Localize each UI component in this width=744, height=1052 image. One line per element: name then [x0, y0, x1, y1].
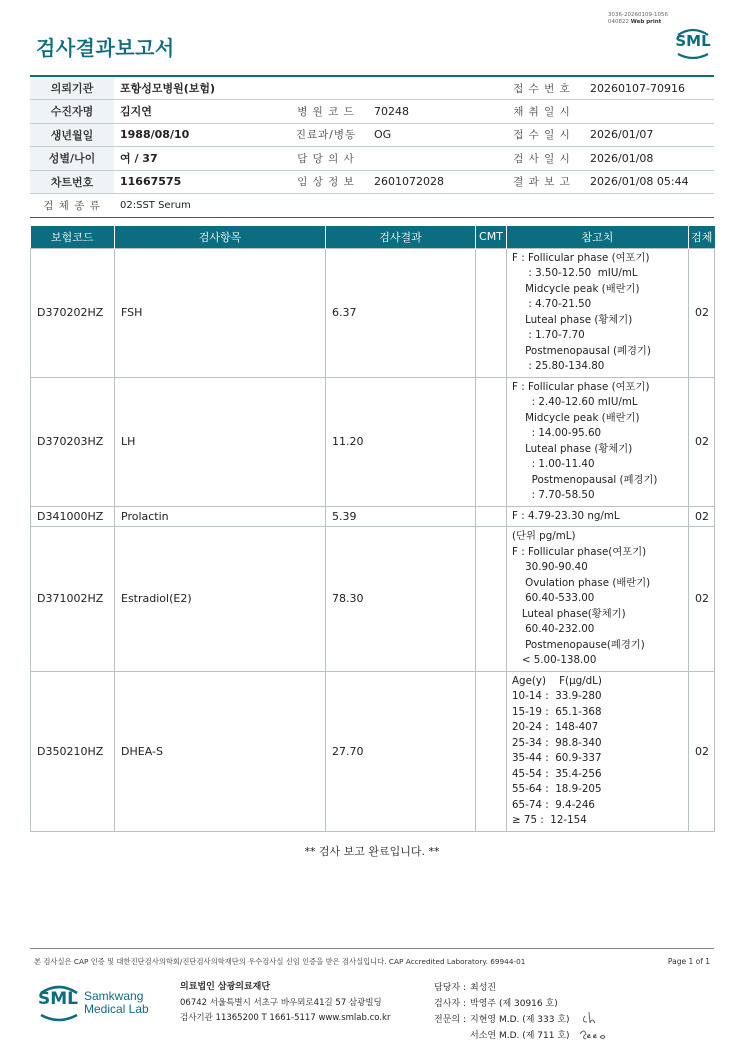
info-value: 2026/01/07	[584, 123, 714, 147]
result-row	[31, 671, 715, 831]
info-value: OG	[368, 123, 500, 147]
patient-info-row	[30, 76, 714, 100]
footer-divider	[30, 948, 714, 949]
staff-info	[428, 980, 570, 1044]
org-contact: 검사기관 11365200 T 1661-5117 www.smlab.co.kr	[180, 1013, 391, 1023]
info-label: 임 상 정 보	[284, 170, 368, 194]
sml-logo	[672, 26, 714, 62]
col-header-cmt: CMT	[476, 226, 507, 248]
document-code	[608, 12, 668, 26]
insurance-code: D341000HZ	[31, 506, 115, 527]
info-value: 70248	[368, 100, 500, 124]
test-result: 27.70	[326, 671, 476, 831]
document-code-line2: 040822 Web print	[608, 19, 662, 25]
col-header-result: 검사결과	[326, 226, 476, 248]
patient-info-row	[30, 100, 714, 124]
test-item: LH	[115, 377, 326, 506]
info-label: 차트번호	[30, 170, 114, 194]
info-label: 병 원 코 드	[284, 100, 368, 124]
staff-row: 검사자 : 박영주 (제 30916 호)	[434, 999, 558, 1009]
specimen-label: 검 체 종 류	[30, 194, 114, 218]
info-value: 포항성모병원(보험)	[114, 76, 284, 100]
info-value: 김지연	[114, 100, 284, 124]
brand-line1: Samkwang	[84, 989, 144, 1003]
organization-info	[180, 980, 390, 1027]
patient-info-table	[30, 75, 714, 218]
info-value: 1988/08/10	[114, 123, 284, 147]
reference-range: (단위 pg/mL) F : Follicular phase(여포기) 30.90-90.40 Ovulation phase (배란기) 60.40-533.00 Luteal phase(황체기) 60.40-232.00 Postmenopause(폐경기) < 5.00-138.00	[507, 527, 689, 672]
patient-info-row	[30, 147, 714, 171]
info-value	[368, 76, 500, 100]
test-item: DHEA-S	[115, 671, 326, 831]
certification-text: 본 검사실은 CAP 인증 및 대한진단검사의학회/진단검사의학재단의 우수검사실 신임 인증을 받은 검사실입니다. CAP Accredited Laboratory. 69944-01	[34, 957, 526, 966]
staff-row: 서소연 M.D. (제 711 호)	[470, 1031, 570, 1041]
specimen-code: 02	[689, 527, 715, 672]
insurance-code: D350210HZ	[31, 671, 115, 831]
info-label: 채 취 일 시	[500, 100, 584, 124]
specimen-value: 02:SST Serum	[114, 194, 714, 218]
info-label: 의뢰기관	[30, 76, 114, 100]
test-item: Prolactin	[115, 506, 326, 527]
col-header-code: 보험코드	[31, 226, 115, 248]
page-number: Page 1 of 1	[667, 957, 710, 966]
info-value: 2026/01/08 05:44	[584, 170, 714, 194]
info-value: 2026/01/08	[584, 147, 714, 171]
reference-range: F : Follicular phase (여포기) : 2.40-12.60 mIU/mL Midcycle peak (배란기) : 14.00-95.60 Luteal phase (황체기) : 1.00-11.40 Postmenopausal (폐경기) : 7.70-58.50	[507, 377, 689, 506]
insurance-code: D371002HZ	[31, 527, 115, 672]
brand-line2: Medical Lab	[84, 1002, 149, 1016]
info-value	[584, 100, 714, 124]
result-row	[31, 506, 715, 527]
org-name: 의료법인 삼광의료재단	[180, 982, 271, 992]
footer-logo-text: SML	[38, 989, 78, 1009]
reference-range: Age(y) F(µg/dL) 10-14 : 33.9-280 15-19 : 65.1-368 20-24 : 148-407 25-34 : 98.8-340 35-44 : 60.9-337 45-54 : 35.4-256 55-64 : 18.9-205 65-74 : 9.4-246 ≥ 75 : 12-154	[507, 671, 689, 831]
specimen-code: 02	[689, 671, 715, 831]
info-label: 성별/나이	[30, 147, 114, 171]
insurance-code: D370203HZ	[31, 377, 115, 506]
test-item: FSH	[115, 248, 326, 377]
test-comment	[476, 527, 507, 672]
result-row	[31, 248, 715, 377]
staff-row: 담당자 : 최성진	[434, 983, 497, 993]
specimen-row	[30, 194, 714, 218]
specimen-code: 02	[689, 248, 715, 377]
patient-info-row	[30, 170, 714, 194]
info-label: 수진자명	[30, 100, 114, 124]
result-row	[31, 527, 715, 672]
test-result: 78.30	[326, 527, 476, 672]
info-label: 접 수 일 시	[500, 123, 584, 147]
insurance-code: D370202HZ	[31, 248, 115, 377]
test-result: 5.39	[326, 506, 476, 527]
results-table	[30, 226, 715, 832]
completion-note: ** 검사 보고 완료입니다. **	[304, 845, 440, 858]
info-value: 2601072028	[368, 170, 500, 194]
info-label: 접 수 번 호	[500, 76, 584, 100]
test-result: 11.20	[326, 377, 476, 506]
test-result: 6.37	[326, 248, 476, 377]
document-code-line1: 3036-20260109-1056	[608, 12, 668, 18]
signature-icon	[576, 1004, 612, 1044]
brand-name	[84, 990, 149, 1016]
info-label: 검 사 일 시	[500, 147, 584, 171]
staff-row: 전문의 : 지현영 M.D. (제 333 호)	[434, 1015, 570, 1025]
info-value	[368, 147, 500, 171]
info-label: 담 당 의 사	[284, 147, 368, 171]
info-value: 여 / 37	[114, 147, 284, 171]
test-item: Estradiol(E2)	[115, 527, 326, 672]
info-label: 생년월일	[30, 123, 114, 147]
col-header-specimen: 검체	[689, 226, 715, 248]
reference-range: F : Follicular phase (여포기) : 3.50-12.50 mIU/mL Midcycle peak (배란기) : 4.70-21.50 Luteal phase (황체기) : 1.70-7.70 Postmenopausal (폐경기) : 25.80-134.80	[507, 248, 689, 377]
results-header-row	[31, 226, 715, 248]
org-address: 06742 서울특별시 서초구 바우뫼로41길 57 삼광빌딩	[180, 997, 382, 1008]
specimen-code: 02	[689, 506, 715, 527]
info-label: 진료과/병동	[284, 123, 368, 147]
test-comment	[476, 506, 507, 527]
info-value: 20260107-70916	[584, 76, 714, 100]
test-comment	[476, 671, 507, 831]
info-label	[284, 76, 368, 100]
patient-info-row	[30, 123, 714, 147]
info-label: 결 과 보 고	[500, 170, 584, 194]
specimen-code: 02	[689, 377, 715, 506]
result-row	[31, 377, 715, 506]
page-title: 검사결과보고서	[36, 36, 175, 60]
test-comment	[476, 377, 507, 506]
col-header-item: 검사항목	[115, 226, 326, 248]
col-header-reference: 참고치	[507, 226, 689, 248]
test-comment	[476, 248, 507, 377]
logo-text: SML	[675, 32, 711, 50]
reference-range: F : 4.79-23.30 ng/mL	[507, 506, 689, 527]
info-value: 11667575	[114, 170, 284, 194]
